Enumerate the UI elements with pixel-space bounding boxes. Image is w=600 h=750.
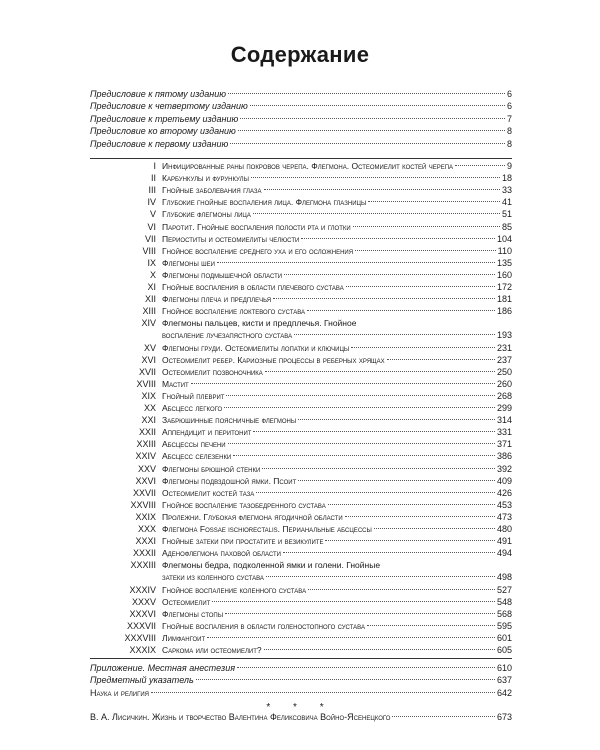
chapter-number: XXXIX: [129, 645, 156, 655]
leader-dots: [298, 419, 495, 420]
toc-entry[interactable]: [162, 245, 512, 258]
entry-title: Абсцесс селезенки: [162, 451, 232, 462]
leader-dots: [392, 716, 495, 717]
separator-stars: * * *: [266, 702, 334, 713]
leader-dots: [308, 589, 495, 590]
toc-entry[interactable]: [90, 100, 512, 113]
chapter-number: XX: [143, 403, 156, 413]
leader-dots: [196, 679, 495, 680]
page-number: 237: [496, 354, 512, 365]
leader-dots: [233, 455, 495, 456]
chapter-number: X: [149, 269, 156, 280]
page-number: 494: [496, 548, 512, 559]
entry-title: Приложение. Местная анестезия: [90, 663, 236, 673]
leader-dots: [307, 310, 495, 311]
entry-title: Гнойное воспаление среднего уха и его осложнения: [162, 245, 354, 256]
entry-title: Глубокие гнойные воспаления лица. Флегмона глазницы: [162, 197, 367, 208]
entry-title: Флегмоны стопы: [162, 608, 224, 619]
leader-dots: [368, 201, 500, 202]
toc-entry[interactable]: [90, 138, 512, 151]
entry-title: Гнойные воспаления в области плечевого сустава: [162, 282, 344, 292]
chapter-number: XXVI: [135, 475, 156, 486]
entry-title: Гнойные заболевания глаза: [162, 185, 262, 196]
chapter-number: XIII: [142, 306, 156, 317]
entry-title: Флегмоны подвздошной ямки. Псоит: [162, 475, 297, 486]
toc-entry[interactable]: [90, 88, 512, 101]
toc-entry[interactable]: [162, 571, 512, 584]
leader-dots: [374, 528, 495, 529]
page-number: 480: [496, 524, 512, 534]
chapter-number: XXXVIII: [124, 632, 156, 643]
page-number: 473: [496, 511, 512, 522]
toc-entry[interactable]: [162, 438, 512, 451]
toc-entry[interactable]: [162, 632, 512, 645]
chapter-title[interactable]: Флегмоны пальцев, кисти и предплечья. Гнойное: [162, 318, 357, 329]
entry-title: Флегмоны шеи: [162, 257, 215, 268]
entry-title: Наука и религия: [90, 687, 150, 698]
leader-dots: [253, 431, 495, 432]
leader-dots: [207, 637, 495, 638]
page-number: 527: [496, 584, 512, 595]
entry-title: Глубокие флегмоны лица: [162, 209, 251, 220]
entry-title: Предисловие ко второму изданию: [90, 126, 236, 137]
page-number: 181: [496, 294, 512, 305]
leader-dots: [346, 286, 495, 287]
toc-entry[interactable]: [162, 208, 512, 221]
leader-dots: [353, 226, 500, 227]
chapter-number: VI: [147, 221, 156, 232]
toc-entry[interactable]: [162, 463, 512, 476]
chapter-number: II: [150, 173, 156, 184]
page-number: 299: [496, 403, 512, 413]
leader-dots: [273, 298, 495, 299]
toc-entry[interactable]: [90, 674, 512, 687]
chapter-number: V: [149, 209, 156, 220]
toc-entry[interactable]: [162, 511, 512, 524]
toc-entry[interactable]: [162, 196, 512, 209]
page-number: 172: [496, 282, 512, 292]
chapter-number: XXXIV: [129, 584, 156, 595]
toc-entry[interactable]: [162, 475, 512, 488]
leader-dots: [294, 334, 495, 335]
toc-entry[interactable]: [162, 184, 512, 197]
afterword-title: В. А. Лисичкин. Жизнь и творчество Валентина Феликсовича Войно-Ясенецкого: [90, 712, 391, 722]
leader-dots: [298, 480, 495, 481]
chapter-number: XI: [147, 282, 156, 292]
entry-title: воспаление лучезапястного сустава: [162, 330, 293, 341]
leader-dots: [262, 468, 495, 469]
page-number: 6: [506, 89, 512, 99]
toc-entry[interactable]: [162, 257, 512, 270]
section-divider: [90, 658, 512, 659]
toc-entry[interactable]: [162, 487, 512, 500]
page-number: 637: [496, 675, 512, 686]
page-number: 491: [496, 536, 512, 547]
page-number: 601: [496, 632, 512, 643]
leader-dots: [224, 407, 495, 408]
chapter-number: XIV: [141, 318, 156, 329]
page-number: 453: [496, 499, 512, 510]
entry-title: Паротит. Гнойные воспаления полости рта и глотки: [162, 221, 351, 232]
leader-dots: [284, 274, 495, 275]
entry-title: Гнойное воспаление локтевого сустава: [162, 306, 306, 317]
page-number: 610: [496, 663, 512, 673]
toc-entry[interactable]: [162, 329, 512, 342]
toc-entry[interactable]: [162, 547, 512, 560]
chapter-number: VIII: [142, 245, 156, 256]
entry-title: Пролежни. Глубокая флегмона ягодичной области: [162, 511, 343, 522]
entry-title: Гнойный плеврит: [162, 390, 225, 401]
entry-title: Предисловие к пятому изданию: [90, 89, 226, 99]
page-number: 331: [496, 427, 512, 438]
page-number: 250: [496, 366, 512, 377]
leader-dots: [283, 552, 495, 553]
leader-dots: [237, 667, 495, 668]
page-number: 260: [496, 378, 512, 389]
leader-dots: [212, 601, 495, 602]
leader-dots: [355, 250, 496, 251]
entry-title: Флегмона Fossae ischiorectalis. Перианальные абсцессы: [162, 524, 372, 534]
leader-dots: [151, 692, 495, 693]
toc-entry[interactable]: [162, 269, 512, 282]
entry-title: Саркома или остеомиелит?: [162, 645, 262, 655]
chapter-number: XXI: [141, 415, 156, 426]
leader-dots: [455, 165, 505, 166]
entry-title: затеки из коленного сустава: [162, 572, 264, 583]
toc-entry[interactable]: [162, 305, 512, 318]
entry-title: Гнойное воспаление тазобедренного сустава: [162, 499, 326, 510]
chapter-number: XXXIII: [130, 560, 156, 571]
entry-title: Периоститы и остеомиелиты челюсти: [162, 233, 300, 244]
toc-entry[interactable]: [162, 608, 512, 621]
toc-entry[interactable]: [162, 172, 512, 185]
entry-title: Флегмоны груди. Остеомиелиты лопатки и ключицы: [162, 342, 350, 353]
page-number: 498: [496, 572, 512, 583]
toc-entry[interactable]: [162, 378, 512, 391]
entry-title: Остеомиелит позвоночника: [162, 366, 263, 377]
page-number: 33: [501, 185, 512, 196]
leader-dots: [367, 625, 495, 626]
page-number: 104: [496, 233, 512, 244]
leader-dots: [238, 130, 505, 131]
toc-entry[interactable]: [90, 113, 512, 126]
toc-entry[interactable]: [162, 644, 512, 657]
page-number: 51: [501, 209, 512, 220]
chapter-number: XXVII: [132, 487, 156, 498]
leader-dots: [264, 189, 500, 190]
leader-dots: [328, 504, 495, 505]
leader-dots: [217, 262, 495, 263]
leader-dots: [191, 383, 495, 384]
chapter-number: III: [148, 185, 156, 196]
page-number: 386: [496, 451, 512, 462]
toc-entry[interactable]: [162, 221, 512, 234]
leader-dots: [256, 492, 495, 493]
entry-title: Предисловие к третьему изданию: [90, 113, 239, 124]
page-number: 409: [496, 475, 512, 486]
chapter-number: IV: [147, 197, 156, 208]
toc-entry[interactable]: [162, 342, 512, 355]
leader-dots: [264, 649, 495, 650]
chapter-number: XII: [144, 294, 156, 305]
leader-dots: [351, 347, 495, 348]
entry-title: Абсцесс легкого: [162, 403, 223, 413]
chapter-number: XXXVI: [129, 608, 156, 619]
entry-title: Забрюшинные поясничные флегмоны: [162, 415, 297, 426]
chapter-number: XXXV: [131, 596, 156, 607]
chapter-title[interactable]: Флегмоны бедра, подколенной ямки и голени. Гнойные: [162, 560, 381, 571]
leader-dots: [228, 93, 505, 94]
page-number: 160: [496, 269, 512, 280]
entry-title: Предисловие к первому изданию: [90, 138, 229, 149]
leader-dots: [226, 395, 495, 396]
leader-dots: [251, 177, 500, 178]
chapter-number: XXXII: [132, 548, 156, 559]
page-number: 231: [496, 342, 512, 353]
toc-entry[interactable]: [162, 160, 512, 173]
entry-title: Аденофлегмона паховой области: [162, 548, 281, 559]
page-number: 605: [496, 645, 512, 655]
page-number: 314: [496, 415, 512, 426]
entry-title: Карбункулы и фурункулы: [162, 173, 249, 184]
toc-entry[interactable]: [90, 687, 512, 700]
entry-title: Остеомиелит: [162, 596, 211, 607]
page-number: 110: [497, 245, 512, 256]
page-number: 595: [496, 620, 512, 631]
entry-title: Абсцессы печени: [162, 439, 226, 450]
toc-entry[interactable]: [162, 293, 512, 306]
chapter-number: XVIII: [136, 378, 156, 389]
toc-entry[interactable]: [90, 125, 512, 138]
chapter-number: XXIII: [136, 439, 156, 450]
leader-dots: [240, 118, 505, 119]
toc-entry[interactable]: [162, 281, 512, 294]
chapter-number: XXIV: [135, 451, 156, 462]
page-number: 673: [496, 712, 512, 722]
page-number: 371: [496, 439, 512, 450]
chapter-number: XXXI: [135, 536, 156, 547]
chapter-number: XXII: [138, 427, 156, 438]
entry-title: Остеомиелит костей таза: [162, 487, 255, 498]
page-number: 548: [496, 596, 512, 607]
entry-title: Гнойные воспаления в области голеностопного сустава: [162, 620, 365, 631]
leader-dots: [325, 540, 495, 541]
toc-entry[interactable]: [162, 426, 512, 439]
toc-entry[interactable]: [162, 233, 512, 246]
leader-dots: [228, 443, 495, 444]
chapter-number: XV: [143, 342, 156, 353]
toc-entry[interactable]: [162, 390, 512, 403]
page-number: 268: [496, 390, 512, 401]
toc-entry[interactable]: [162, 354, 512, 367]
toc-entry[interactable]: [90, 662, 512, 675]
page-number: 85: [501, 221, 512, 232]
entry-title: Предметный указатель: [90, 675, 194, 686]
toc-entry[interactable]: [162, 584, 512, 597]
toc-entry[interactable]: [162, 450, 512, 463]
leader-dots: [230, 143, 505, 144]
leader-dots: [266, 576, 495, 577]
page-title: Содержание: [230, 42, 370, 67]
leader-dots: [250, 105, 505, 106]
leader-dots: [225, 613, 495, 614]
leader-dots: [301, 238, 495, 239]
entry-title: Инфицированные раны покровов черепа. Флегмона. Остеомиелит костей черепа: [162, 161, 454, 171]
page-number: 135: [496, 257, 512, 268]
toc-entry[interactable]: [162, 596, 512, 609]
toc-entry[interactable]: [162, 535, 512, 548]
entry-title: Флегмоны плеча и предплечья: [162, 294, 272, 305]
chapter-number: XVI: [141, 354, 156, 365]
chapter-number: XXV: [137, 463, 156, 474]
leader-dots: [265, 371, 495, 372]
page-number: 193: [496, 330, 512, 341]
chapter-number: IX: [147, 257, 156, 268]
chapter-number: XXX: [137, 524, 156, 534]
chapter-number: XXVIII: [130, 499, 156, 510]
page-number: 9: [506, 161, 512, 171]
chapter-number: XXXVII: [126, 620, 156, 631]
page-number: 8: [506, 138, 512, 149]
page-number: 426: [496, 487, 512, 498]
chapter-number: XIX: [141, 390, 156, 401]
page-number: 392: [496, 463, 512, 474]
toc-entry[interactable]: [162, 366, 512, 379]
toc-entry[interactable]: [162, 523, 512, 536]
entry-title: Гнойные затеки при простатите и везикулите: [162, 536, 324, 547]
toc-entry[interactable]: [162, 414, 512, 427]
entry-title: Флегмоны подмышечной области: [162, 269, 283, 280]
entry-title: Предисловие к четвертому изданию: [90, 101, 248, 112]
page-number: 7: [506, 113, 512, 124]
section-divider: [90, 158, 512, 159]
leader-dots: [253, 213, 500, 214]
page-number: 6: [506, 101, 512, 112]
page-number: 642: [496, 687, 512, 698]
chapter-number: XVII: [138, 366, 156, 377]
toc-entry[interactable]: [162, 499, 512, 512]
page-number: 186: [496, 306, 512, 317]
page-number: 568: [496, 608, 512, 619]
leader-dots: [387, 359, 495, 360]
page-number: 8: [506, 126, 512, 137]
page-number: 18: [501, 173, 512, 184]
entry-title: Лимфангоит: [162, 632, 206, 643]
entry-title: Флегмоны брюшной стенки: [162, 463, 261, 474]
toc-entry[interactable]: [162, 402, 512, 415]
leader-dots: [345, 516, 495, 517]
afterword-entry[interactable]: [90, 711, 512, 724]
entry-title: Мастит: [162, 378, 189, 389]
page-number: 41: [501, 197, 512, 208]
chapter-number: XXIX: [135, 511, 156, 522]
entry-title: Аппендицит и перитонит: [162, 427, 252, 438]
entry-title: Остеомиелит ребер. Кариозные процессы в реберных хрящах: [162, 354, 385, 365]
chapter-number: VII: [144, 233, 156, 244]
toc-entry[interactable]: [162, 620, 512, 633]
entry-title: Гнойное воспаление коленного сустава: [162, 584, 307, 595]
chapter-number: I: [153, 161, 156, 171]
